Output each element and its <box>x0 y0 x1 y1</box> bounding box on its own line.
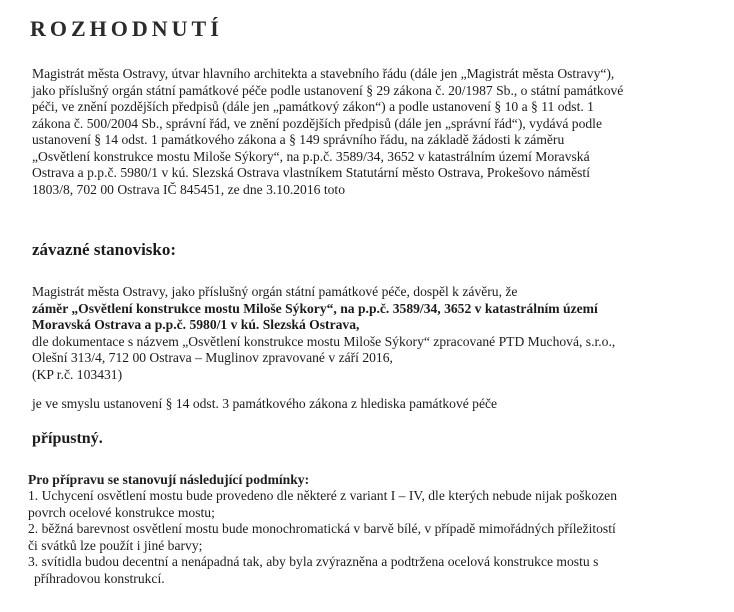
assessment-paragraph <box>32 396 698 413</box>
intro-line: péči, ve znění pozdějších předpisů (dále jen „památkový zákon“) a podle ustanovení § 10 a § 11 odst. 1 <box>32 99 594 114</box>
condition-line: 1. Uchycení osvětlení mostu bude provedeno dle některé z variant I – IV, dle kterých nebude nijak poškozen <box>28 488 618 503</box>
condition-item <box>28 521 708 554</box>
condition-line: 2. běžná barevnost osvětlení mostu bude monochromatická v barvě bílé, v případě mimořádných příležitostí <box>28 521 616 536</box>
documentation-address-line: Olešní 313/4, 712 00 Ostrava – Muglinov zpravované v září 2016, <box>32 350 393 365</box>
project-name-line: záměr „Osvětlení konstrukce mostu Miloše Sýkory“, na p.p.č. 3589/34, 3652 v katastrálním území <box>32 300 598 316</box>
document-heading: ROZHODNUTÍ <box>30 16 223 41</box>
conditions-list <box>28 488 708 587</box>
binding-opinion-heading: závazné stanovisko: <box>32 240 177 259</box>
statement-paragraph <box>32 284 698 383</box>
verdict-text: přípustný. <box>32 430 103 447</box>
condition-item <box>28 488 708 521</box>
registry-number-line: (KP r.č. 103431) <box>32 366 123 382</box>
condition-item <box>28 554 708 587</box>
condition-line: povrch ocelové konstrukce mostu; <box>28 504 215 520</box>
intro-paragraph <box>32 66 698 198</box>
intro-line: Magistrát města Ostravy, útvar hlavního architekta a stavebního řádu (dále jen „Magistrát města Ostravy“), <box>32 66 615 81</box>
documentation-line: dle dokumentace s názvem „Osvětlení konstrukce mostu Miloše Sýkory“ zpracované PTD Muchová, s.r.o., <box>32 333 616 349</box>
intro-line: ustanovení § 14 odst. 1 památkového zákona a § 149 správního řádu, na základě žádosti k záměru <box>32 132 565 147</box>
intro-line: 1803/8, 702 00 Ostrava IČ 845451, ze dne 3.10.2016 toto <box>32 181 345 197</box>
intro-line: jako příslušný orgán státní památkové péče podle ustanovení § 29 zákona č. 20/1987 Sb., o státní památkové <box>32 82 624 98</box>
assessment-line: je ve smyslu ustanovení § 14 odst. 3 památkového zákona z hlediska památkové péče <box>32 396 498 411</box>
condition-line: 3. svítidla budou decentní a nenápadná tak, aby byla zvýrazněna a podtržena ocelová konstrukce mostu s <box>28 554 599 569</box>
conditions-title: Pro přípravu se stanovují následující podmínky: <box>28 472 310 487</box>
intro-line: Ostrava a p.p.č. 5980/1 v kú. Slezská Ostrava vlastníkem Statutární město Ostrava, Prokešovo náměstí <box>32 165 590 180</box>
intro-line: „Osvětlení konstrukce mostu Miloše Sýkory“, na p.p.č. 3589/34, 3652 v katastrálním území Moravská <box>32 148 590 164</box>
condition-line: či svátků lze použít i jiné barvy; <box>28 537 203 553</box>
condition-line: příhradovou konstrukcí. <box>34 570 165 586</box>
intro-line: zákona č. 500/2004 Sb., správní řád, ve znění pozdějších předpisů (dále jen „správní řád“), vydává podle <box>32 115 602 131</box>
project-location-line: Moravská Ostrava a p.p.č. 5980/1 v kú. Slezská Ostrava, <box>32 317 360 332</box>
statement-line: Magistrát města Ostravy, jako příslušný orgán státní památkové péče, dospěl k závěru, že <box>32 284 518 299</box>
